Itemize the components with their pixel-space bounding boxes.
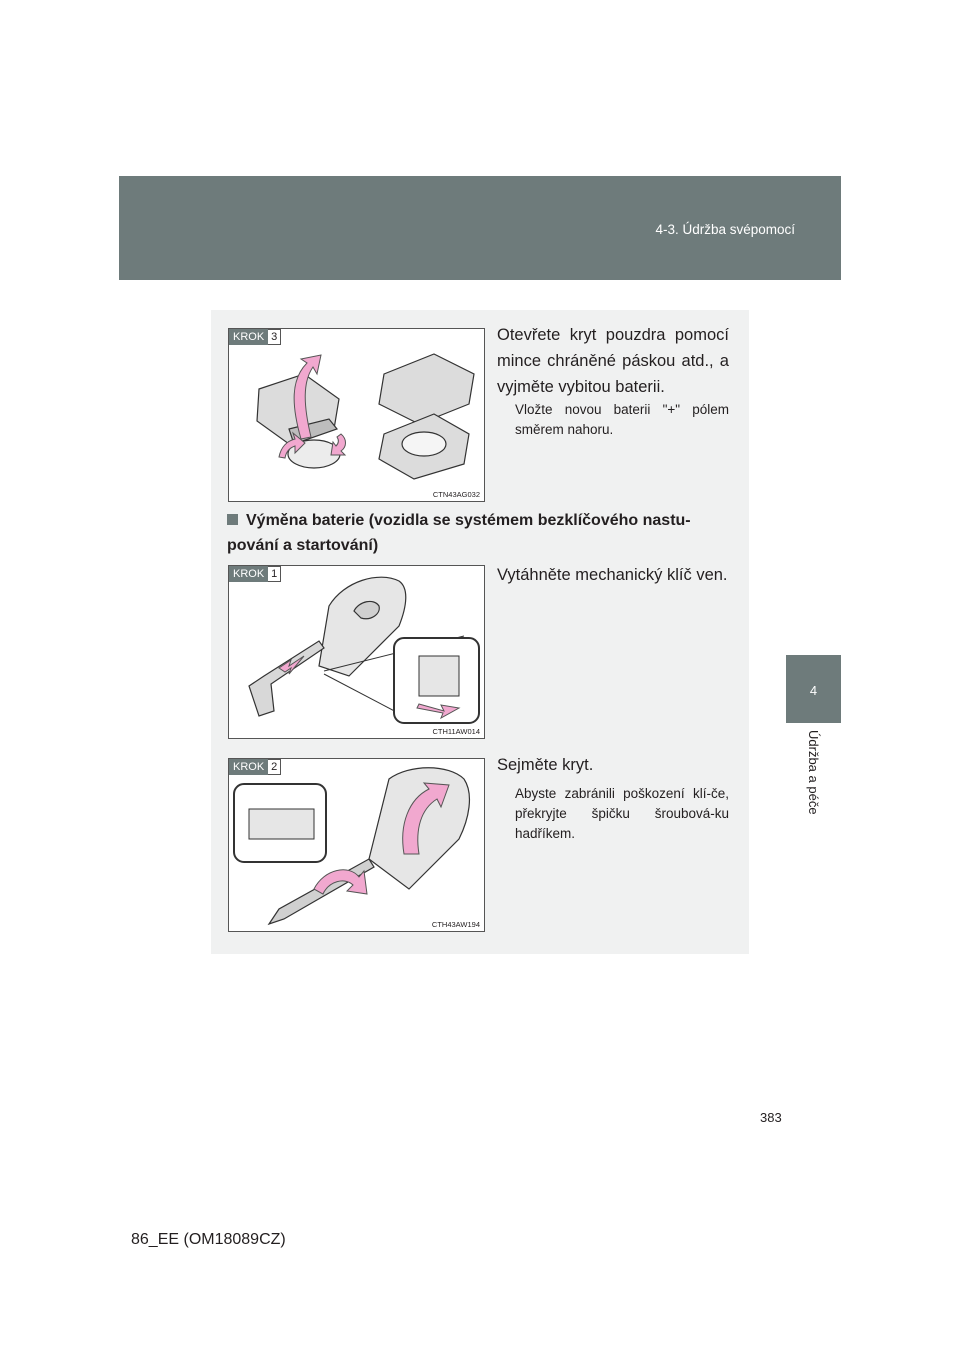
chapter-number: 4 (809, 683, 818, 698)
step-2-note: Abyste zabránili poškození klí-če, překryjte špičku šroubová-ku hadříkem. (515, 786, 729, 841)
step-2-text: Sejměte kryt. (497, 756, 594, 774)
document-code: 86_EE (OM18089CZ) (131, 1231, 286, 1248)
battery-replacement-illustration (229, 329, 484, 501)
pull-mechanical-key-illustration (229, 566, 484, 738)
step-3-note: Vložte novou baterii "+" pólem směrem nahoru. (515, 402, 729, 437)
figure-code: CTH43AW194 (431, 920, 480, 929)
chapter-label: Údržba a péče (806, 730, 821, 815)
step-badge (229, 759, 281, 775)
square-bullet-icon (227, 514, 238, 525)
chapter-label-container (788, 730, 838, 830)
figure-step-1 (228, 565, 485, 739)
header-band (119, 176, 841, 280)
step-badge-label: KROK (229, 329, 268, 345)
chapter-tab (786, 655, 841, 723)
section-heading (227, 508, 735, 558)
section-title: 4-3. Údržba svépomocí (655, 222, 795, 237)
figure-code: CTN43AG032 (432, 490, 480, 499)
step-1-text: Vytáhněte mechanický klíč ven. (497, 566, 728, 584)
figure-code: CTH11AW014 (432, 727, 480, 736)
step-badge (229, 566, 281, 582)
figure-step-3 (228, 328, 485, 502)
section-heading-text: Výměna baterie (vozidla se systémem bezklíčového nastu-pování a startování) (227, 512, 691, 554)
step-badge-number: 1 (268, 566, 281, 582)
step-badge (229, 329, 281, 345)
step-badge-label: KROK (229, 759, 268, 775)
step-3-text: Otevřete kryt pouzdra pomocí mince chráněné páskou atd., a vyjměte vybitou baterii. (497, 326, 729, 396)
figure-step-2 (228, 758, 485, 932)
remove-cover-illustration (229, 759, 484, 931)
step-badge-label: KROK (229, 566, 268, 582)
page-number: 383 (760, 1110, 782, 1125)
step-badge-number: 3 (268, 329, 281, 345)
step-badge-number: 2 (268, 759, 281, 775)
